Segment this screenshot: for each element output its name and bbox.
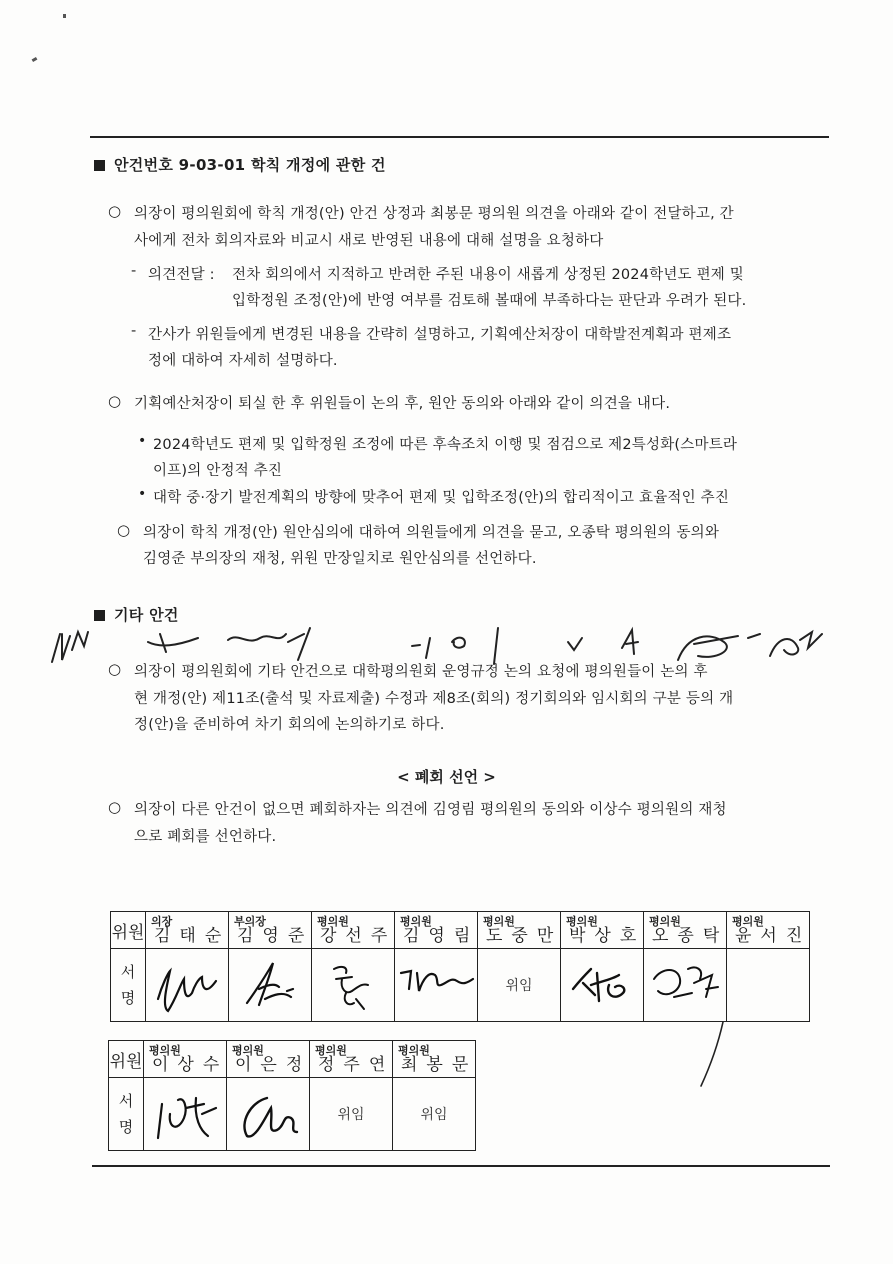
handwritten-signature: [561, 949, 643, 1021]
signature-cell: [227, 1078, 310, 1151]
member-cell: 평의원 이상수: [144, 1041, 227, 1078]
paragraph-line: 간사가 위원들에게 변경된 내용을 간략히 설명하고, 기획예산처장이 대학발전계획과 편제조: [148, 327, 732, 343]
signature-cell: [312, 949, 395, 1022]
member-cell: 평의원 도중만: [478, 912, 561, 949]
member-cell: 평의원 강선주: [312, 912, 395, 949]
member-cell: 평의원 박상호: [561, 912, 644, 949]
opinion-text: 전차 회의에서 지적하고 반려한 주된 내용이 새롭게 상정된 2024학년도 편제 및: [232, 267, 744, 283]
paragraph-line: 현 개정(안) 제11조(출석 및 자료제출) 수정과 제8조(회의) 정기회의와 임시회의 구분 등의 개: [134, 691, 734, 707]
paragraph-line: 으로 폐회를 선언하다.: [134, 829, 277, 845]
paragraph-line: 김영준 부의장의 재청, 위원 만장일치로 원안심의를 선언하다.: [143, 551, 537, 567]
dot-bullet-icon: •: [138, 433, 147, 449]
dash-bullet-icon: -: [131, 263, 137, 279]
circle-bullet-icon: ○: [108, 202, 122, 220]
handwritten-signature: [227, 1078, 309, 1150]
paragraph-line: 2024학년도 편제 및 입학정원 조정에 따른 후속조치 이행 및 점검으로 제2특성화(스마트라: [153, 437, 738, 453]
handwritten-signature: [229, 949, 311, 1021]
scan-speck: [63, 14, 66, 18]
member-cell: 평의원 김영림: [395, 912, 478, 949]
proxy-mark: 위임: [420, 1107, 448, 1123]
signature-cell: [478, 949, 561, 1022]
signature-cell: [393, 1078, 476, 1151]
member-cell: 평의원 정주연: [310, 1041, 393, 1078]
member-row: [111, 912, 810, 949]
paragraph-line: 의장이 평의원회에 학칙 개정(안) 안건 상정과 최봉문 평의원 의견을 아래와 같이 전달하고, 간: [134, 206, 734, 222]
paragraph-line: 의장이 다른 안건이 없으면 폐회하자는 의견에 김영림 평의원의 동의와 이상수 평의원의 재청: [134, 802, 727, 818]
square-bullet-icon: [94, 160, 105, 171]
paragraph-line: 기획예산처장이 퇴실 한 후 위원들이 논의 후, 원안 동의와 아래와 같이 의견을 내다.: [134, 396, 671, 412]
signature-cell: [229, 949, 312, 1022]
member-row: [109, 1041, 476, 1078]
member-cell: 평의원 이은정: [227, 1041, 310, 1078]
member-cell: 부의장 김영준: [229, 912, 312, 949]
pen-stroke: [695, 1020, 735, 1090]
handwritten-signature: [312, 949, 394, 1021]
signature-cell: [644, 949, 727, 1022]
signature-table-2: [108, 1040, 476, 1151]
circle-bullet-icon: ○: [108, 660, 122, 678]
paragraph-line: 이프)의 안정적 추진: [153, 463, 283, 479]
closing-heading: < 폐회 선언 >: [397, 768, 496, 786]
proxy-mark: 위임: [337, 1107, 365, 1123]
signature-cell: [395, 949, 478, 1022]
paragraph-line: 의장이 평의원회에 기타 안건으로 대학평의원회 운영규정 논의 요청에 평의원들이 논의 후: [134, 664, 708, 680]
signature-row: [111, 949, 810, 1022]
member-cell: 평의원 윤서진: [727, 912, 810, 949]
paragraph-line: 의장이 학칙 개정(안) 원안심의에 대하여 의원들에게 의견을 묻고, 오종탁 평의원의 동의와: [143, 525, 720, 541]
signature-table-1: [110, 911, 810, 1022]
handwritten-signature: [644, 949, 726, 1021]
handwritten-signature: [395, 949, 477, 1021]
opinion-text: 입학정원 조정(안)에 반영 여부를 검토해 볼때에 부족하다는 판단과 우려가 된다.: [232, 293, 747, 309]
agenda-1-heading: 안건번호 9-03-01 학칙 개정에 관한 건: [94, 154, 386, 175]
paragraph-line: 정에 대하여 자세히 설명하다.: [148, 353, 338, 369]
signature-cell: [727, 949, 810, 1022]
opinion-label: 의견전달 :: [148, 267, 215, 283]
member-label: 위원: [109, 1041, 144, 1078]
dot-bullet-icon: •: [138, 486, 147, 502]
member-label: 위원: [111, 912, 146, 949]
handwritten-signature: [146, 949, 228, 1021]
circle-bullet-icon: ○: [108, 392, 122, 410]
signature-cell: [144, 1078, 227, 1151]
paragraph-line: 대학 중·장기 발전계획의 방향에 맞추어 편제 및 입학조정(안)의 합리적이고 효율적인 추진: [153, 490, 730, 506]
bottom-rule: [92, 1165, 830, 1167]
signature-cell: [310, 1078, 393, 1151]
paragraph-line: 정(안)을 준비하여 차기 회의에 논의하기로 하다.: [134, 717, 445, 733]
top-rule: [90, 136, 829, 138]
circle-bullet-icon: ○: [117, 521, 131, 539]
member-cell: 평의원 오종탁: [644, 912, 727, 949]
paragraph-line: 사에게 전차 회의자료와 비교시 새로 반영된 내용에 대해 설명을 요청하다: [134, 233, 604, 249]
circle-bullet-icon: ○: [108, 798, 122, 816]
proxy-mark: 위임: [505, 978, 533, 994]
signature-label: 서 명: [111, 949, 146, 1022]
scan-speck: [32, 57, 38, 62]
signature-label: 서 명: [109, 1078, 144, 1151]
signature-row: [109, 1078, 476, 1151]
member-cell: 의장 김태순: [146, 912, 229, 949]
dash-bullet-icon: -: [131, 323, 137, 339]
signature-cell: [146, 949, 229, 1022]
signature-cell: [561, 949, 644, 1022]
agenda-2-heading: 기타 안건: [94, 604, 179, 625]
member-cell: 평의원 최봉문: [393, 1041, 476, 1078]
handwritten-signature: [144, 1078, 226, 1150]
